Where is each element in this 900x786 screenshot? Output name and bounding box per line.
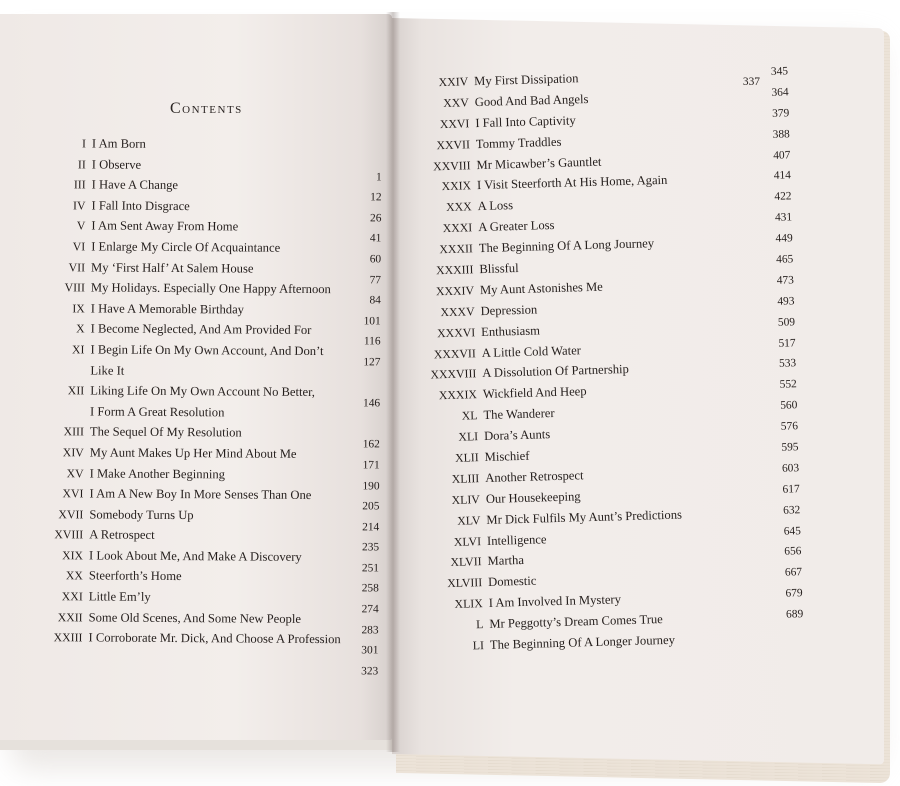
- chapter-title: Dora’s Aunts: [483, 427, 551, 444]
- chapter-title: My Holidays. Especially One Happy Afternoon: [90, 280, 331, 297]
- page-number: 533: [778, 357, 797, 371]
- page-number: 364: [771, 86, 789, 99]
- chapter-title: I Fall Into Disgrace: [91, 198, 190, 213]
- chapter-title: Good And Bad Angels: [474, 91, 589, 110]
- chapter-title: Blissful: [479, 261, 519, 277]
- chapter-title: My Aunt Astonishes Me: [479, 279, 603, 297]
- page-number: 205: [362, 500, 380, 513]
- toc-entry: [27, 218, 387, 245]
- chapter-number: XII: [67, 383, 85, 398]
- chapter-title: Wickfield And Heep: [482, 384, 587, 402]
- chapter-title: I Enlarge My Circle Of Acquaintance: [91, 239, 281, 255]
- chapter-number: XLVI: [453, 533, 482, 549]
- page-number: 552: [779, 378, 797, 392]
- chapter-title: I Have A Memorable Birthday: [90, 301, 245, 317]
- toc-entry: [26, 445, 386, 472]
- page-number: 422: [774, 190, 792, 204]
- chapter-number: LI: [472, 638, 485, 653]
- toc-entry: [26, 363, 386, 386]
- toc-entry: [27, 280, 387, 307]
- toc-entry: [25, 589, 385, 616]
- page-number: 146: [363, 397, 381, 410]
- page-number: 214: [362, 521, 380, 534]
- chapter-number: XXVII: [436, 136, 471, 152]
- chapter-title: I Visit Steerforth At His Home, Again: [476, 173, 668, 193]
- chapter-number: VIII: [64, 280, 85, 295]
- chapter-number: III: [73, 177, 86, 192]
- chapter-title: A Loss: [477, 198, 514, 214]
- chapter-number: XXIV: [438, 74, 469, 90]
- toc-entry: [27, 239, 387, 266]
- chapter-number: VI: [72, 239, 86, 254]
- chapter-title: Liking Life On My Own Account No Better,: [90, 383, 316, 400]
- chapter-title: Steerforth’s Home: [88, 568, 182, 584]
- chapter-number: XXXIV: [435, 283, 475, 299]
- page-number: 127: [363, 356, 381, 369]
- page-number: 116: [363, 335, 381, 348]
- page-number: 689: [785, 608, 804, 621]
- chapter-number: XXVIII: [432, 157, 471, 173]
- toc-entry: [28, 136, 388, 159]
- chapter-number: XI: [72, 342, 85, 357]
- page-number: 251: [361, 562, 380, 575]
- contents-heading: Contents: [170, 100, 243, 117]
- page-number: 162: [362, 438, 380, 451]
- chapter-number: IX: [72, 301, 85, 316]
- chapter-number: XLI: [458, 429, 479, 444]
- chapter-number: XXV: [443, 95, 469, 110]
- chapter-number: V: [76, 218, 86, 233]
- page-number: 667: [784, 566, 803, 580]
- chapter-number: XXXVIII: [430, 366, 477, 382]
- chapter-title: I Make Another Beginning: [89, 465, 226, 481]
- contents-list-left: [24, 136, 388, 678]
- page-number: 301: [361, 644, 379, 657]
- toc-entry: [27, 321, 387, 348]
- chapter-number: XXXVI: [436, 324, 476, 340]
- chapter-title: I Am Born: [91, 136, 146, 151]
- chapter-title: I Begin Life On My Own Account, And Don’t: [90, 342, 324, 359]
- chapter-number: XLVII: [450, 554, 482, 570]
- page-number: 517: [778, 336, 796, 350]
- page-number: 509: [777, 315, 796, 329]
- chapter-title: Some Old Scenes, And Some New People: [88, 610, 302, 626]
- page-number: 345: [770, 65, 789, 78]
- chapter-title: The Wanderer: [483, 406, 555, 423]
- chapter-number: VII: [68, 259, 86, 274]
- chapter-title: A Greater Loss: [478, 218, 555, 235]
- toc-entry: [25, 548, 385, 575]
- chapter-title: The Sequel Of My Resolution: [89, 424, 242, 440]
- chapter-title: I Form A Great Resolution: [90, 404, 225, 420]
- chapter-number: XIII: [63, 424, 84, 439]
- page-number: 171: [362, 459, 380, 472]
- page-number: 388: [772, 128, 790, 141]
- chapter-title: Domestic: [487, 573, 537, 590]
- toc-entry: [27, 301, 387, 328]
- chapter-number: XXXV: [440, 304, 475, 319]
- chapter-number: XLVIII: [447, 575, 483, 591]
- chapter-title: My Aunt Makes Up Her Mind About Me: [89, 445, 297, 461]
- page-number: 235: [361, 541, 380, 554]
- chapter-number: XIV: [62, 445, 84, 460]
- chapter-title: My ‘First Half’ At Salem House: [91, 260, 254, 276]
- chapter-title: I Am A New Boy In More Senses Than One: [89, 486, 312, 503]
- page-number: 603: [781, 462, 800, 475]
- chapter-number: XVII: [58, 506, 84, 522]
- chapter-number: XVI: [62, 486, 84, 501]
- page-number: 274: [361, 603, 379, 616]
- chapter-title: I Corroborate Mr. Dick, And Choose A Profession: [88, 630, 341, 647]
- page-number: 595: [781, 441, 799, 454]
- chapter-title: I Am Involved In Mystery: [488, 592, 622, 611]
- chapter-number: XXII: [57, 609, 83, 625]
- page-number: 379: [771, 107, 790, 120]
- page-number: 283: [361, 623, 379, 637]
- chapter-title: A Retrospect: [89, 527, 155, 543]
- page-number: 323: [361, 665, 379, 678]
- toc-entry: [25, 527, 385, 554]
- contents-list-right: [408, 65, 824, 661]
- toc-entry: [26, 342, 386, 369]
- chapter-number: XXXII: [439, 241, 474, 257]
- page-number: 632: [783, 503, 801, 517]
- page-number: 77: [369, 273, 382, 287]
- toc-entry: [24, 651, 384, 678]
- chapter-number: XXXIII: [435, 262, 474, 278]
- chapter-title: Mr Peggotty’s Dream Comes True: [489, 612, 663, 632]
- chapter-title: I Become Neglected, And Am Provided For: [90, 321, 312, 338]
- chapter-number: I: [81, 136, 86, 151]
- chapter-number: XXVI: [439, 116, 470, 131]
- chapter-title: Tommy Traddles: [475, 134, 562, 151]
- toc-entry: [26, 383, 386, 410]
- chapter-title: Intelligence: [486, 531, 547, 548]
- page-number: 679: [785, 587, 803, 600]
- chapter-title: I Observe: [91, 157, 142, 172]
- toc-entry: [28, 177, 388, 204]
- chapter-title: Somebody Turns Up: [89, 507, 194, 522]
- page-number: 576: [780, 420, 799, 433]
- chapter-number: XLIII: [451, 471, 480, 486]
- page-number: 26: [370, 212, 382, 225]
- page-number: 1: [375, 171, 382, 184]
- chapter-title: Martha: [487, 553, 525, 569]
- page-number: 560: [780, 399, 798, 412]
- chapter-title: I Am Sent Away From Home: [91, 218, 239, 234]
- chapter-number: XLIV: [451, 491, 481, 507]
- chapter-number: XL: [461, 408, 478, 423]
- chapter-number: X: [76, 321, 85, 336]
- page-number: 449: [775, 232, 793, 245]
- chapter-title: Our Housekeeping: [485, 489, 581, 506]
- chapter-number: XXXI: [442, 220, 473, 236]
- toc-entry: [26, 404, 386, 427]
- toc-entry: [24, 630, 384, 657]
- page-number: 12: [370, 191, 382, 204]
- chapter-title: A Dissolution Of Partnership: [482, 362, 630, 381]
- chapter-title: The Beginning Of A Long Journey: [478, 236, 655, 256]
- page-number: 258: [361, 582, 379, 595]
- chapter-number: XXIX: [441, 178, 472, 194]
- chapter-number: XVIII: [54, 527, 84, 542]
- page-number: 645: [783, 524, 802, 538]
- book-spine: [386, 12, 400, 752]
- page-number: 431: [774, 211, 793, 225]
- chapter-number: XLIX: [454, 596, 483, 612]
- page-number: 473: [776, 274, 795, 287]
- chapter-title: Mischief: [484, 448, 530, 465]
- chapter-title: The Beginning Of A Longer Journey: [489, 632, 676, 652]
- page-number: 465: [776, 253, 794, 266]
- page-number: 101: [363, 315, 381, 328]
- chapter-number: XIX: [62, 548, 84, 563]
- chapter-number: XX: [65, 568, 83, 583]
- toc-entry: [28, 156, 388, 184]
- chapter-title: I Look About Me, And Make A Discovery: [89, 548, 302, 564]
- page-number: 617: [782, 483, 800, 496]
- chapter-title: Another Retrospect: [485, 468, 584, 485]
- page-number: 84: [369, 294, 381, 307]
- chapter-title: Depression: [480, 302, 538, 318]
- page-number: 407: [773, 148, 791, 162]
- page-number: 190: [362, 479, 380, 492]
- chapter-title: I Have A Change: [91, 177, 179, 193]
- toc-entry: [26, 424, 386, 451]
- page-number: 656: [784, 545, 802, 559]
- toc-entry: [25, 568, 385, 595]
- chapter-number: XXXVII: [433, 345, 476, 361]
- chapter-number: IV: [73, 198, 86, 213]
- chapter-title: Mr Dick Fulfils My Aunt’s Predictions: [486, 507, 683, 527]
- chapter-number: L: [475, 617, 484, 632]
- chapter-number: XXI: [61, 589, 83, 604]
- chapter-title: My First Dissipation: [473, 71, 579, 89]
- chapter-number: XLII: [454, 450, 479, 465]
- chapter-title: Little Em’ly: [88, 589, 151, 604]
- chapter-number: XXIII: [53, 630, 83, 645]
- chapter-title: A Little Cold Water: [481, 342, 582, 360]
- chapter-number: XLV: [457, 512, 481, 528]
- page-number: 60: [369, 253, 382, 266]
- chapter-title: Mr Micawber’s Gauntlet: [476, 154, 602, 172]
- chapter-number: XV: [66, 465, 84, 480]
- toc-entry: [27, 198, 387, 225]
- toc-entry: [25, 486, 385, 513]
- chapter-number: XXX: [445, 199, 472, 215]
- chapter-title: I Fall Into Captivity: [475, 113, 576, 130]
- chapter-number: XXXIX: [438, 387, 478, 403]
- toc-entry: [26, 465, 386, 492]
- chapter-number: II: [77, 156, 86, 171]
- chapter-title: Like It: [90, 362, 125, 378]
- page-number: 337: [742, 76, 760, 88]
- chapter-title: Enthusiasm: [480, 323, 541, 339]
- page-number: 493: [777, 295, 795, 308]
- page-number: 414: [773, 169, 792, 183]
- page-number: 41: [369, 232, 382, 245]
